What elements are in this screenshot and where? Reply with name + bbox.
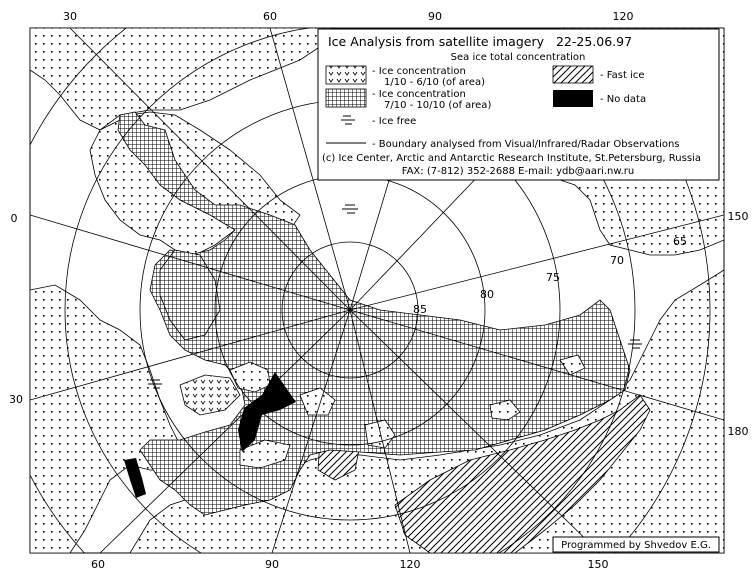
swatch-fast-ice (553, 66, 593, 83)
legend-boundary: - Boundary analysed from Visual/Infrared/Radar Observations (372, 139, 680, 150)
credits-line2: FAX: (7-812) 352-2688 E-mail: ydb@aari.nw.ru (401, 166, 635, 177)
top-label-60: 60 (263, 10, 277, 23)
legend-fast-ice: - Fast ice (600, 70, 645, 81)
legend-ice-free: - Ice free (372, 116, 417, 127)
legend-no-data: - No data (600, 94, 647, 105)
bottom-label-150: 150 (587, 558, 609, 571)
footer (553, 537, 719, 552)
bottom-label-60: 60 (91, 558, 105, 571)
left-label-0: 0 (10, 212, 18, 225)
legend-subtitle: Sea ice total concentration (450, 52, 586, 63)
right-label-150: 150 (727, 210, 749, 223)
top-label-30: 30 (63, 10, 77, 23)
legend-low-line1: - Ice concentration (372, 66, 466, 77)
right-label-180: 180 (727, 425, 749, 438)
lat-label-65: 65 (673, 235, 687, 248)
left-label-30: 30 (9, 393, 23, 406)
lat-label-85: 85 (413, 303, 427, 316)
swatch-high-concentration (326, 89, 366, 107)
legend-title: Ice Analysis from satellite imagery 22-25.06.97 (328, 34, 633, 49)
legend-high-line2: 7/10 - 10/10 (of area) (384, 100, 492, 111)
swatch-low-concentration (326, 66, 366, 84)
swatch-no-data (553, 90, 593, 107)
lat-label-75: 75 (546, 271, 560, 284)
top-label-90: 90 (428, 10, 442, 23)
legend (318, 29, 719, 180)
footer-credit: Programmed by Shvedov E.G. (561, 540, 711, 551)
legend-high-line1: - Ice concentration (372, 89, 466, 100)
legend-low-line2: 1/10 - 6/10 (of area) (384, 77, 485, 88)
bottom-label-90: 90 (265, 558, 279, 571)
lat-label-70: 70 (610, 254, 624, 267)
bottom-label-120: 120 (399, 558, 421, 571)
lat-label-80: 80 (480, 288, 494, 301)
credits-line1: (c) Ice Center, Arctic and Antarctic Research Institute, St.Petersburg, Russia (322, 153, 701, 164)
top-label-120: 120 (612, 10, 634, 23)
